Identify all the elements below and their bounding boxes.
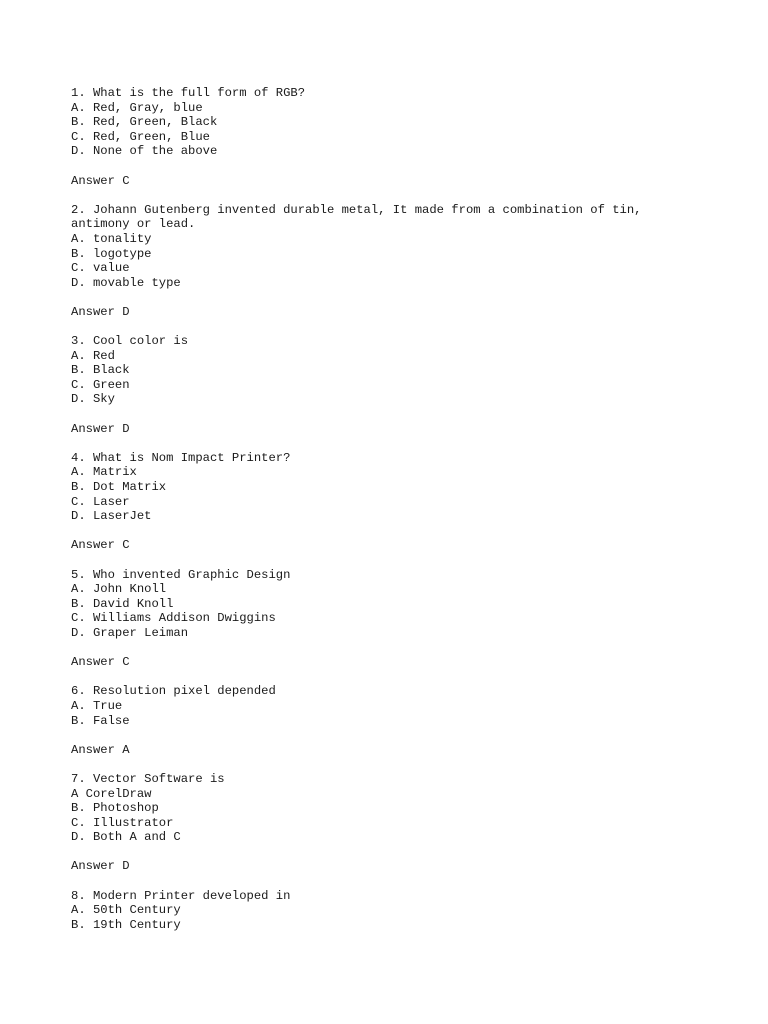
answer-key: Answer D [71, 304, 130, 319]
answer-option: B. Dot Matrix [71, 480, 167, 495]
answer-key: Answer D [71, 421, 130, 436]
answer-option: B. David Knoll [71, 596, 174, 611]
answer-option: D. Both A and C [71, 830, 181, 845]
answer-option: A. John Knoll [71, 582, 167, 597]
answer-option: B. Red, Green, Black [71, 115, 218, 130]
question-text: 2. Johann Gutenberg invented durable metal, It made from a combination of tin, antimony or lead. [71, 202, 642, 232]
question-block [71, 772, 751, 845]
answer-option: C. Green [71, 377, 130, 392]
answer-option: D. movable type [71, 275, 181, 290]
answer-option: A. tonality [71, 231, 152, 246]
answer-option: D. Graper Leiman [71, 625, 189, 640]
answer-key: Answer C [71, 538, 130, 553]
answer-option: A. Matrix [71, 465, 137, 480]
question-text: 3. Cool color is [71, 334, 189, 349]
answer-option: D. Sky [71, 392, 115, 407]
question-block [71, 86, 751, 159]
answer-key: Answer A [71, 742, 130, 757]
question-block [71, 451, 751, 524]
answer-option: C. Williams Addison Dwiggins [71, 611, 276, 626]
answer-option: C. Laser [71, 494, 130, 509]
question-text: 5. Who invented Graphic Design [71, 567, 291, 582]
answer-option: D. LaserJet [71, 509, 152, 524]
question-text: 6. Resolution pixel depended [71, 684, 276, 699]
answer-option: D. None of the above [71, 144, 218, 159]
answer-option: A. True [71, 698, 123, 713]
answer-option: B. logotype [71, 246, 152, 261]
answer-option: B. False [71, 713, 130, 728]
question-block [71, 334, 751, 407]
answer-option: A. 50th Century [71, 903, 181, 918]
question-block [71, 568, 751, 641]
answer-option: C. value [71, 261, 130, 276]
document-page [71, 86, 751, 947]
answer-option: B. 19th Century [71, 917, 181, 932]
answer-option: A CorelDraw [71, 786, 152, 801]
answer-option: B. Black [71, 363, 130, 378]
answer-option: C. Red, Green, Blue [71, 129, 210, 144]
question-text: 7. Vector Software is [71, 771, 225, 786]
answer-option: A. Red, Gray, blue [71, 100, 203, 115]
question-text: 8. Modern Printer developed in [71, 888, 291, 903]
answer-key: Answer D [71, 859, 130, 874]
answer-key: Answer C [71, 173, 130, 188]
question-text: 4. What is Nom Impact Printer? [71, 450, 291, 465]
question-block [71, 684, 751, 728]
question-block [71, 889, 751, 933]
answer-key: Answer C [71, 655, 130, 670]
answer-option: C. Illustrator [71, 815, 174, 830]
answer-option: B. Photoshop [71, 801, 159, 816]
answer-option: A. Red [71, 348, 115, 363]
question-block [71, 203, 751, 291]
question-text: 1. What is the full form of RGB? [71, 86, 306, 100]
